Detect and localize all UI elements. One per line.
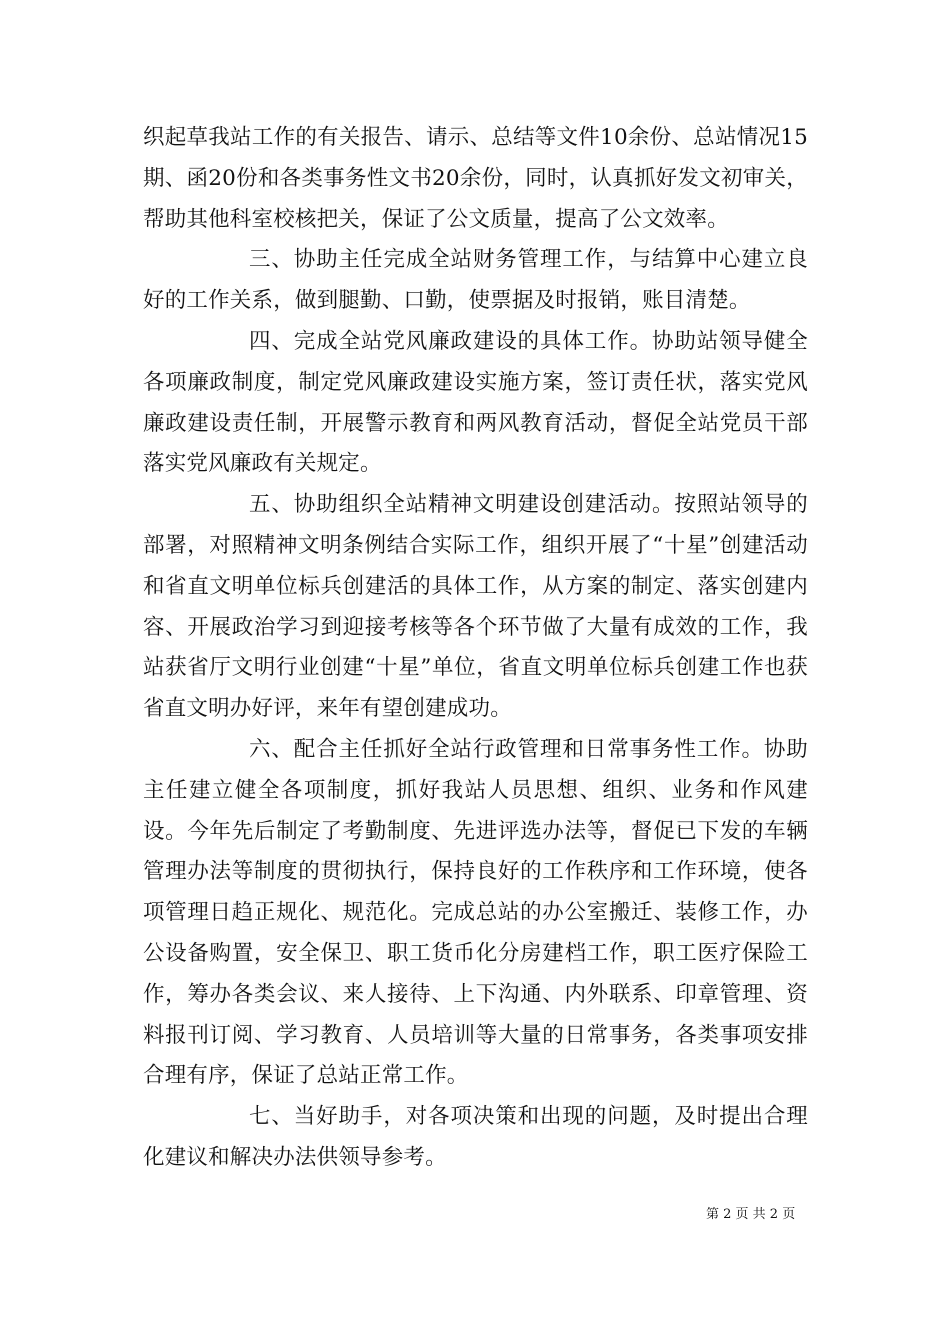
page-number-footer: 第 2 页 共 2 页 [706,1207,796,1222]
paragraph-item-5: 五、协助组织全站精神文明建设创建活动。按照站领导的部署，对照精神文明条例结合实际工作，组织开展了“十星”创建活动和省直文明单位标兵创建活的具体工作，从方案的制定、落实创建内容、开展政治学习到迎接考核等各个环节做了大量有成效的工作，我站获省厅文明行业创建“十星”单位，省直文明单位标兵创建工作也获省直文明办好评，来年有望创建成功。 [143,492,808,722]
document-body [143,118,808,1179]
paragraph-item-4: 四、完成全站党风廉政建设的具体工作。协助站领导健全各项廉政制度，制定党风廉政建设实施方案，签订责任状，落实党风廉政建设责任制，开展警示教育和两风教育活动，督促全站党员干部落实党风廉政有关规定。 [143,328,808,477]
paragraph-item-7: 七、当好助手，对各项决策和出现的问题，及时提出合理化建议和解决办法供领导参考。 [143,1104,808,1170]
paragraph-item-6: 六、配合主任抓好全站行政管理和日常事务性工作。协助主任建立健全各项制度，抓好我站人员思想、组织、业务和作风建设。今年先后制定了考勤制度、先进评选办法等，督促已下发的车辆管理办法等制度的贯彻执行，保持良好的工作秩序和工作环境，使各项管理日趋正规化、规范化。完成总站的办公室搬迁、装修工作，办公设备购置，安全保卫、职工货币化分房建档工作，职工医疗保险工作，筹办各类会议、来人接待、上下沟通、内外联系、印章管理、资料报刊订阅、学习教育、人员培训等大量的日常事务，各类事项安排合理有序，保证了总站正常工作。 [143,736,808,1089]
paragraph-item-3: 三、协助主任完成全站财务管理工作，与结算中心建立良好的工作关系，做到腿勤、口勤，使票据及时报销，账目清楚。 [143,247,808,314]
paragraph-continued: 织起草我站工作的有关报告、请示、总结等文件10余份、总站情况15期、函20份和各类事务性文书20余份，同时，认真抓好发文初审关，帮助其他科室校核把关，保证了公文质量，提高了公文效率。 [143,125,808,232]
